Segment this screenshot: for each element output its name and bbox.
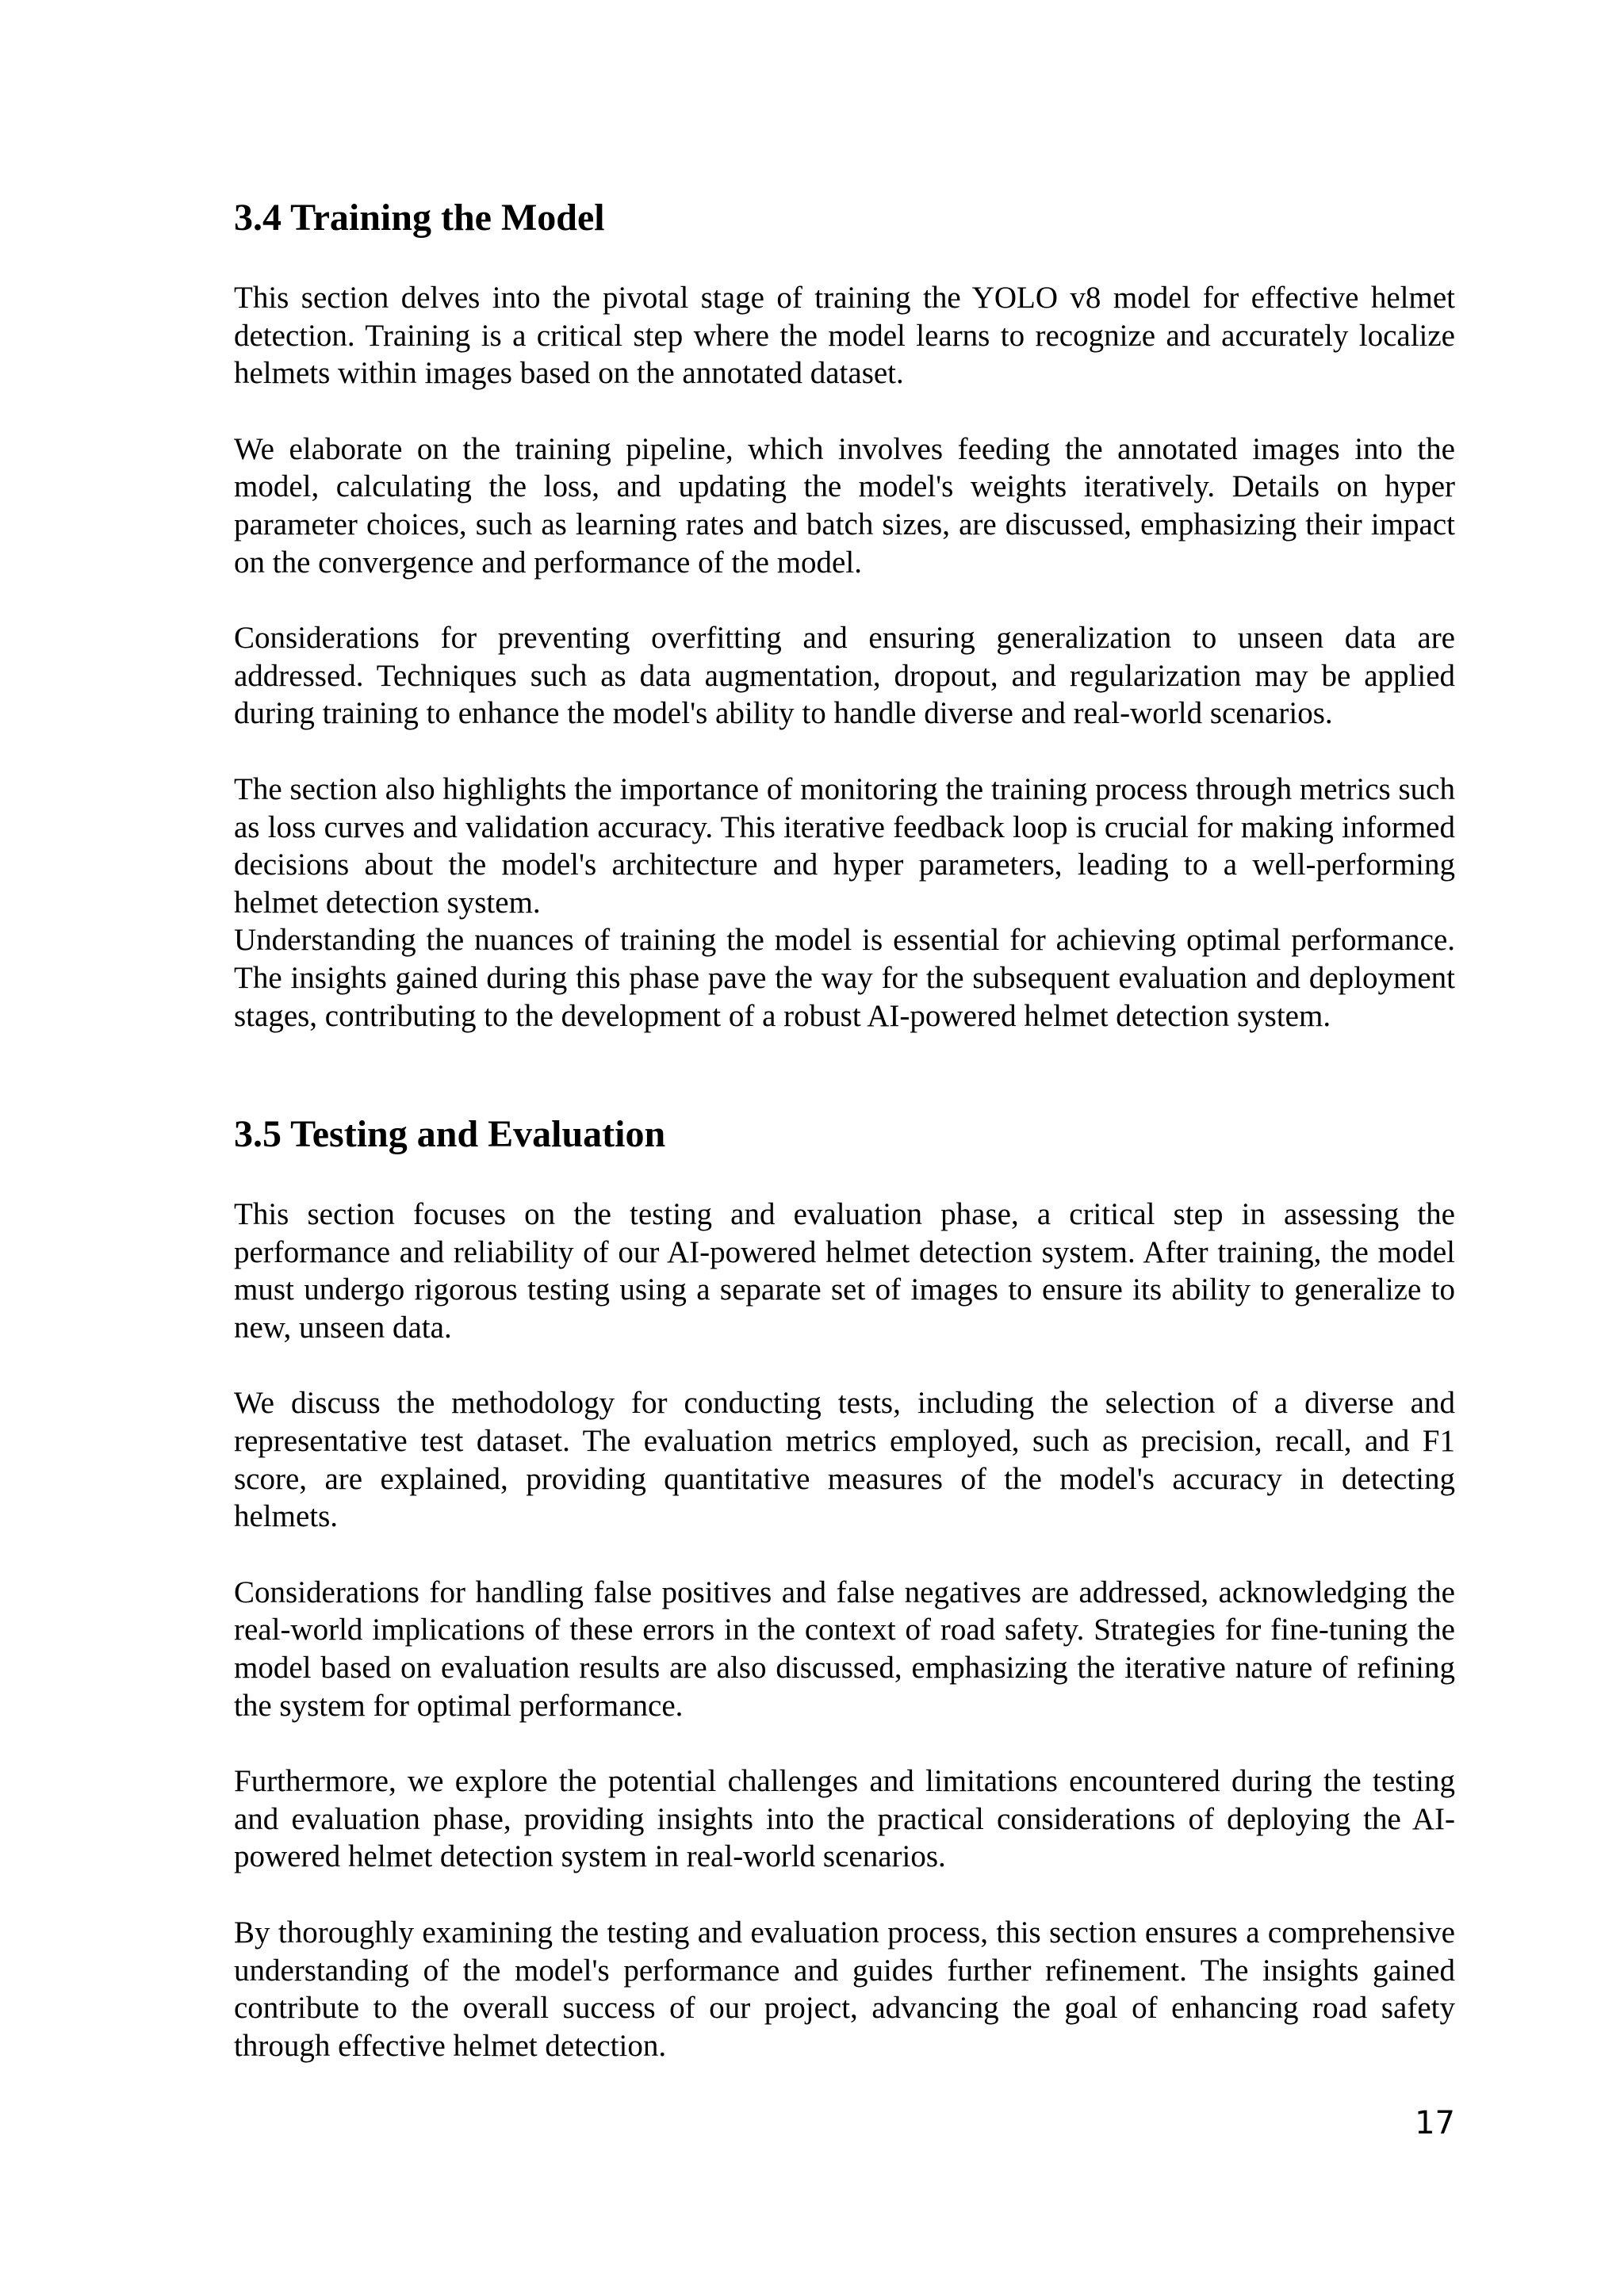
section-heading-training: 3.4 Training the Model bbox=[234, 197, 605, 239]
paragraph-training-overfitting: Considerations for preventing overfitting and ensuring generalization to unseen data are addressed. Techniques such as data augmentation, dropout, and regularization may be applied during training to enhance the model's ability to handle diverse and real-world scenarios. bbox=[234, 621, 1455, 731]
paragraph-training-pipeline: We elaborate on the training pipeline, which involves feeding the annotated images into the model, calculating the loss, and updating the model's weights iteratively. Details on hyper parameter choices, such as learning rates and batch sizes, are discussed, emphasizing their impact on the convergence and performance of the model. bbox=[234, 431, 1455, 580]
paragraph-testing-challenges: Furthermore, we explore the potential challenges and limitations encountered during the testing and evaluation phase, providing insights into the practical considerations of deploying the AI-powered helmet detection system in real-world scenarios. bbox=[234, 1764, 1455, 1874]
paragraph-testing-conclusion: By thoroughly examining the testing and evaluation process, this section ensures a comprehensive understanding of the model's performance and guides further refinement. The insights gained contribute to the overall success of our project, advancing the goal of enhancing road safety through effective helmet detection. bbox=[234, 1915, 1455, 2063]
paragraph-testing-intro: This section focuses on the testing and evaluation phase, a critical step in assessing the performance and reliability of our AI-powered helmet detection system. After training, the model must undergo rigorous testing using a separate set of images to ensure its ability to generalize to new, unseen data. bbox=[234, 1197, 1455, 1345]
paragraph-training-intro: This section delves into the pivotal stage of training the YOLO v8 model for effective helmet detection. Training is a critical step where the model learns to recognize and accurately localize helmets within images based on the annotated dataset. bbox=[234, 281, 1455, 391]
section-heading-testing: 3.5 Testing and Evaluation bbox=[234, 1113, 666, 1156]
paragraph-training-nuances: Understanding the nuances of training the model is essential for achieving optimal performance. The insights gained during this phase pave the way for the subsequent evaluation and deployment stages, contributing to the development of a robust AI-powered helmet detection system. bbox=[234, 923, 1455, 1033]
paragraph-testing-false-positives: Considerations for handling false positives and false negatives are addressed, acknowledging the real-world implications of these errors in the context of road safety. Strategies for fine-tuning the model based on evaluation results are also discussed, emphasizing the iterative nature of refining the system for optimal performance. bbox=[234, 1575, 1455, 1723]
page-content bbox=[234, 194, 1455, 2064]
paragraph-training-monitoring: The section also highlights the importance of monitoring the training process through metrics such as loss curves and validation accuracy. This iterative feedback loop is crucial for making informed decisions about the model's architecture and hyper parameters, leading to a well-performing helmet detection system. bbox=[234, 771, 1455, 920]
page-number: 17 bbox=[1415, 2105, 1455, 2141]
paragraph-testing-methodology: We discuss the methodology for conducting tests, including the selection of a diverse and representative test dataset. The evaluation metrics employed, such as precision, recall, and F1 score, are explained, providing quantitative measures of the model's accuracy in detecting helmets. bbox=[234, 1386, 1455, 1534]
